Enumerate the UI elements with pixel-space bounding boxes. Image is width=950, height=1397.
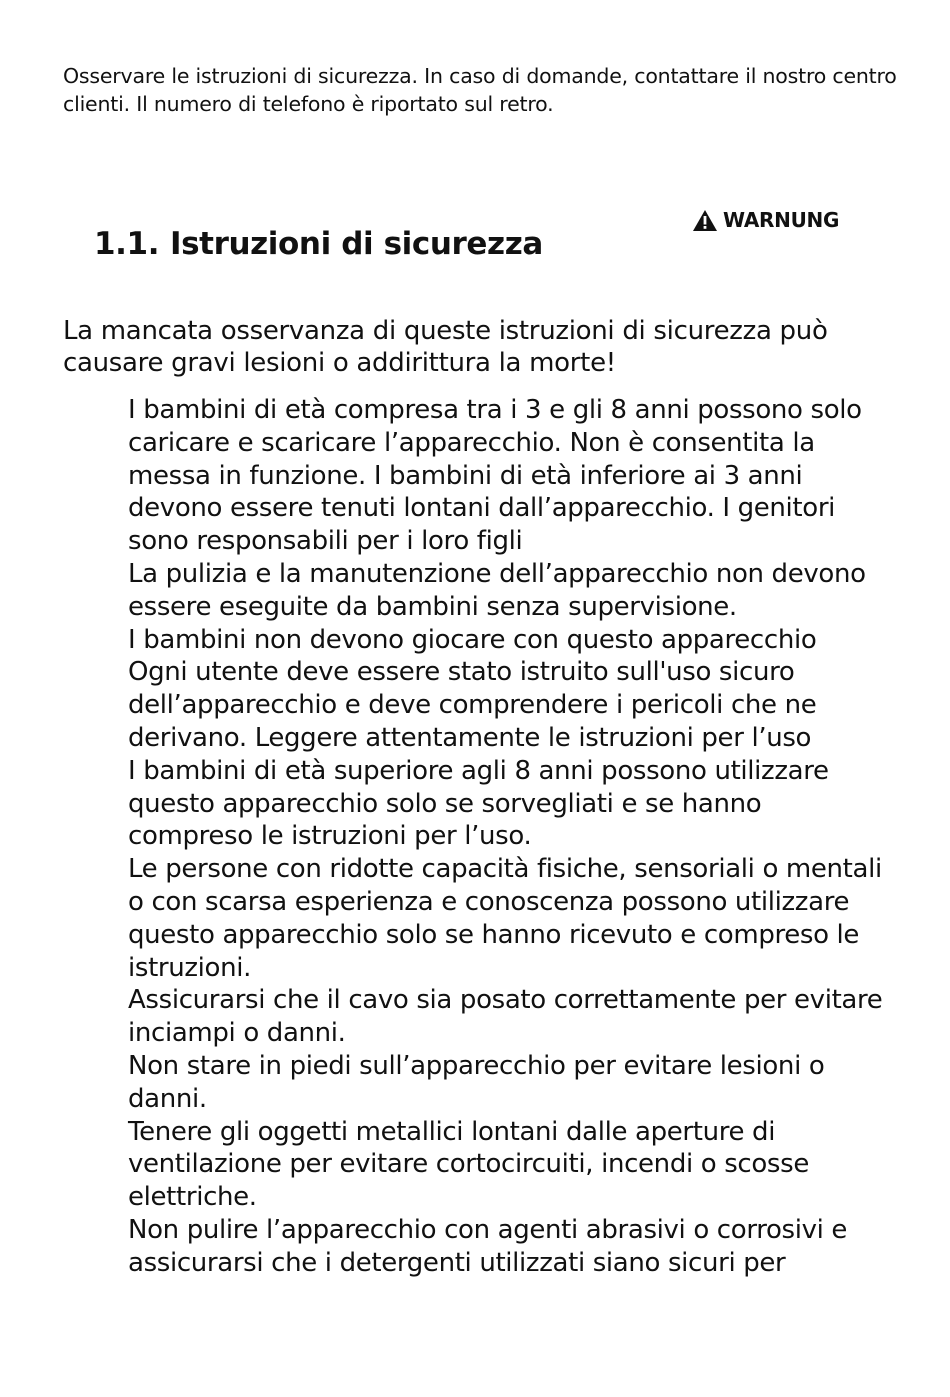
- section-heading: [94, 226, 543, 262]
- warning-badge: [692, 208, 839, 232]
- safety-instruction-item: Le persone con ridotte capacità fisiche, sensoriali o mentali o con scarsa esperienza e conoscenza possono utilizzare questo apparecchio solo se hanno ricevuto e compreso le istruzioni.: [128, 854, 882, 983]
- safety-instruction-item: Assicurarsi che il cavo sia posato correttamente per evitare inciampi o danni.: [128, 985, 883, 1049]
- safety-instruction-item: Ogni utente deve essere stato istruito sull'uso sicuro dell’apparecchio e deve comprendere i pericoli che ne derivano. Leggere attentamente le istruzioni per l’uso: [128, 657, 817, 753]
- safety-instruction-item: Non stare in piedi sull’apparecchio per evitare lesioni o danni.: [128, 1050, 825, 1114]
- warning-lead-text: La mancata osservanza di queste istruzioni di sicurezza può causare gravi lesioni o addirittura la morte!: [63, 316, 828, 378]
- safety-instruction-item: I bambini non devono giocare con questo apparecchio: [128, 624, 817, 655]
- warning-label: WARNUNG: [723, 208, 840, 232]
- safety-instruction-item: Non pulire l’apparecchio con agenti abrasivi o corrosivi e assicurarsi che i detergenti utilizzati siano sicuri per: [128, 1214, 848, 1278]
- safety-instruction-item: Tenere gli oggetti metallici lontani dalle aperture di ventilazione per evitare cortocircuiti, incendi o scosse elettriche.: [128, 1116, 809, 1213]
- section-number: 1.1.: [94, 226, 160, 262]
- safety-instruction-item: I bambini di età superiore agli 8 anni possono utilizzare questo apparecchio solo se sorvegliati e se hanno compreso le istruzioni per l’uso.: [128, 755, 829, 852]
- intro-text: Osservare le istruzioni di sicurezza. In caso di domande, contattare il nostro centro clienti. Il numero di telefono è riportato sul retro.: [63, 64, 897, 116]
- safety-instruction-item: La pulizia e la manutenzione dell’apparecchio non devono essere eseguite da bambini senza supervisione.: [128, 558, 866, 622]
- warning-triangle-icon: [692, 209, 718, 232]
- safety-instruction-item: I bambini di età compresa tra i 3 e gli 8 anni possono solo caricare e scaricare l’apparecchio. Non è consentita la messa in funzione. I bambini di età inferiore ai 3 anni devono essere tenuti lontani dall’apparecchio. I genitori sono responsabili per i loro figli: [128, 395, 862, 557]
- section-title: Istruzioni di sicurezza: [170, 226, 543, 262]
- safety-instructions-list: [128, 394, 888, 1280]
